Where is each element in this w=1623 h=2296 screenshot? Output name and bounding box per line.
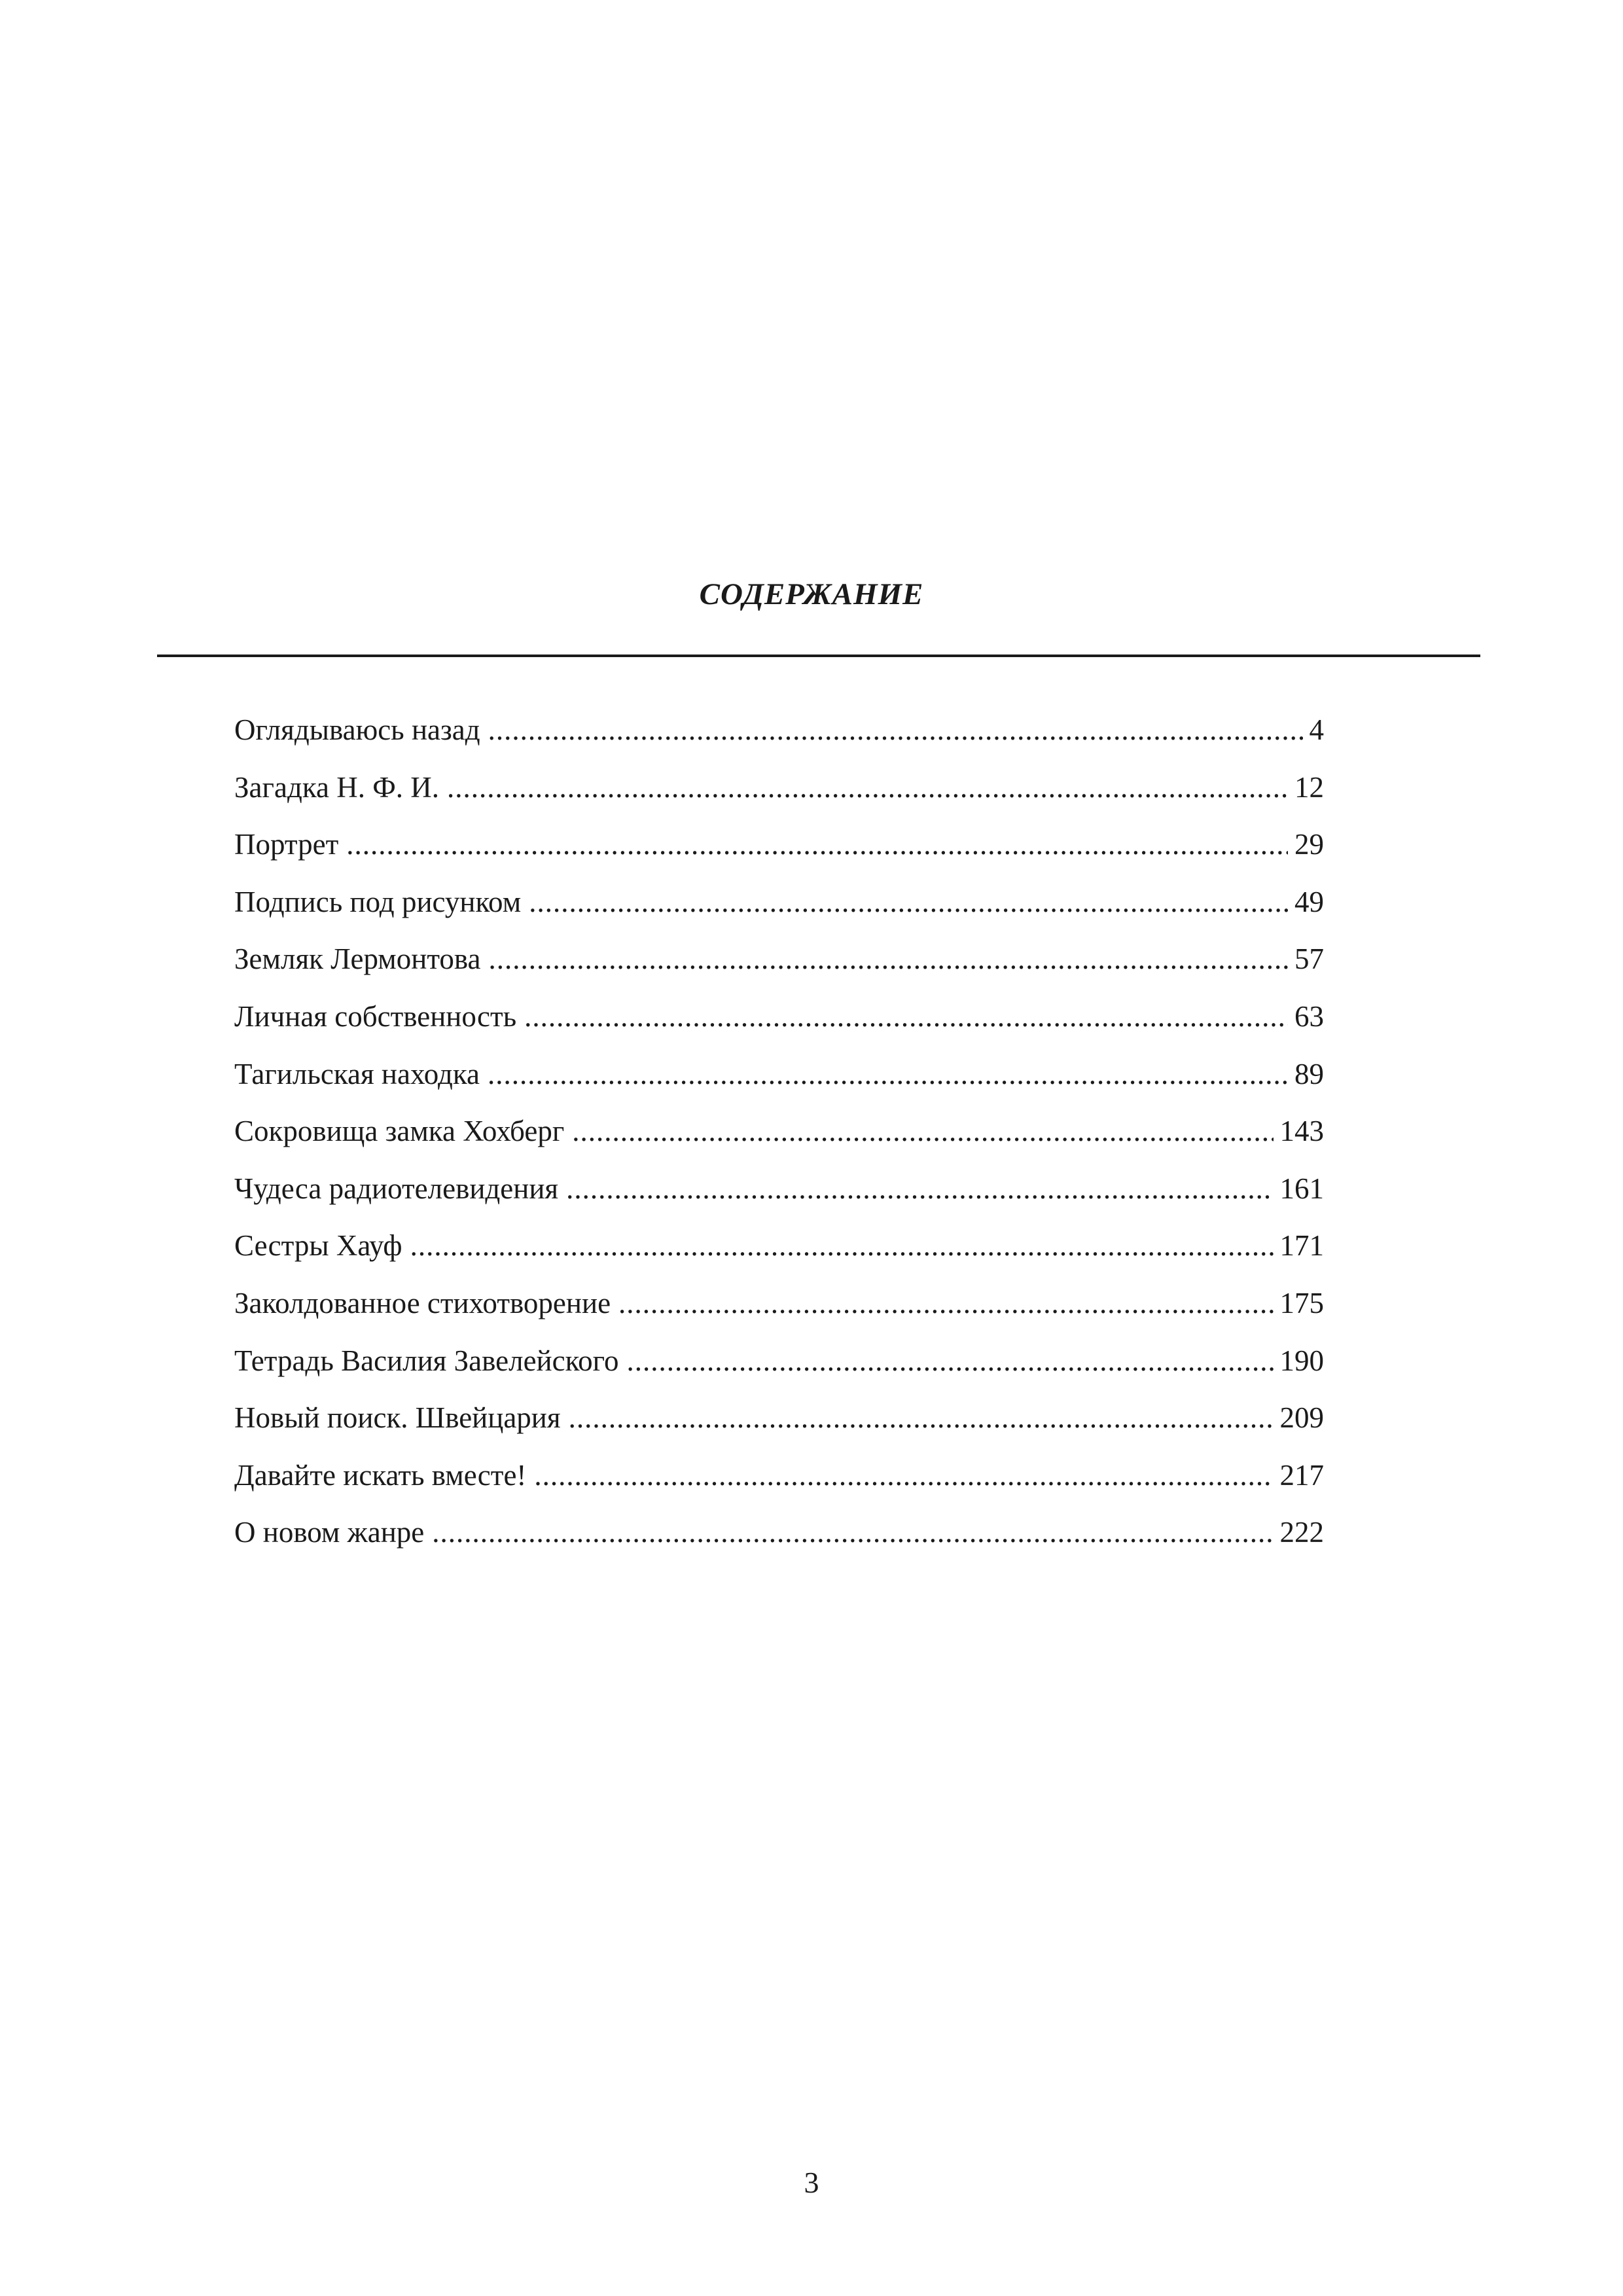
toc-entry-title: Загадка Н. Ф. И. [234, 770, 440, 804]
dot-leader [432, 1513, 1273, 1552]
toc-entry[interactable] [234, 710, 1324, 768]
toc-entry[interactable] [234, 1226, 1324, 1283]
toc-entry[interactable] [234, 1169, 1324, 1227]
dot-leader [524, 997, 1288, 1036]
toc-entry-title: Сестры Хауф [234, 1229, 402, 1263]
toc-entry-page: 222 [1279, 1516, 1324, 1549]
dot-leader [529, 882, 1288, 922]
toc-entry[interactable] [234, 882, 1324, 940]
toc-entry[interactable] [234, 1398, 1324, 1456]
dot-leader [566, 1169, 1273, 1208]
heading-divider [157, 655, 1480, 657]
dot-leader [618, 1283, 1273, 1323]
toc-entry[interactable] [234, 939, 1324, 997]
toc-entry-title: Новый поиск. Швейцария [234, 1401, 561, 1435]
toc-entry-title: Подпись под рисунком [234, 885, 522, 918]
toc-entry[interactable] [234, 1341, 1324, 1399]
toc-entry[interactable] [234, 1283, 1324, 1341]
toc-entry[interactable] [234, 1054, 1324, 1112]
dot-leader [569, 1398, 1274, 1437]
toc-entry-title: Личная собственность [234, 999, 517, 1033]
toc-entry-page: 29 [1294, 828, 1324, 861]
toc-entry-page: 171 [1279, 1229, 1324, 1263]
dot-leader [534, 1456, 1273, 1495]
toc-entry-title: Тагильская находка [234, 1057, 480, 1090]
toc-entry-title: Заколдованное стихотворение [234, 1286, 611, 1319]
page-number: 3 [804, 2166, 819, 2199]
toc-entry-page: 89 [1294, 1057, 1324, 1090]
toc-list [234, 710, 1324, 1570]
toc-entry-page: 209 [1279, 1401, 1324, 1435]
toc-entry[interactable] [234, 997, 1324, 1054]
dot-leader [488, 1054, 1288, 1094]
toc-entry-title: Тетрадь Василия Завелейского [234, 1344, 619, 1377]
toc-entry[interactable] [234, 1513, 1324, 1570]
toc-entry-title: Оглядываюсь назад [234, 713, 480, 746]
toc-entry[interactable] [234, 1456, 1324, 1513]
toc-entry-title: Земляк Лермонтова [234, 942, 481, 976]
toc-entry-title: Чудеса радиотелевидения [234, 1172, 559, 1205]
dot-leader [572, 1111, 1273, 1151]
dot-leader [410, 1226, 1274, 1265]
dot-leader [447, 768, 1288, 807]
toc-entry-page: 63 [1294, 999, 1324, 1033]
toc-entry-page: 175 [1279, 1286, 1324, 1319]
toc-entry-page: 217 [1279, 1458, 1324, 1492]
toc-heading: СОДЕРЖАНИЕ [699, 577, 924, 611]
toc-entry-page: 143 [1279, 1115, 1324, 1148]
toc-entry-page: 57 [1294, 942, 1324, 976]
toc-entry-title: Портрет [234, 828, 339, 861]
dot-leader [488, 710, 1303, 749]
toc-entry[interactable] [234, 1111, 1324, 1169]
toc-entry-page: 4 [1309, 713, 1324, 746]
toc-entry-title: Давайте искать вместе! [234, 1458, 527, 1492]
toc-entry-page: 161 [1279, 1172, 1324, 1205]
toc-entry[interactable] [234, 768, 1324, 825]
toc-entry[interactable] [234, 825, 1324, 882]
dot-leader [346, 825, 1288, 864]
toc-entry-page: 12 [1294, 770, 1324, 804]
dot-leader [627, 1341, 1274, 1380]
toc-entry-page: 49 [1294, 885, 1324, 918]
dot-leader [489, 939, 1288, 978]
toc-entry-title: Сокровища замка Хохберг [234, 1115, 565, 1148]
toc-entry-page: 190 [1279, 1344, 1324, 1377]
toc-entry-title: О новом жанре [234, 1516, 425, 1549]
